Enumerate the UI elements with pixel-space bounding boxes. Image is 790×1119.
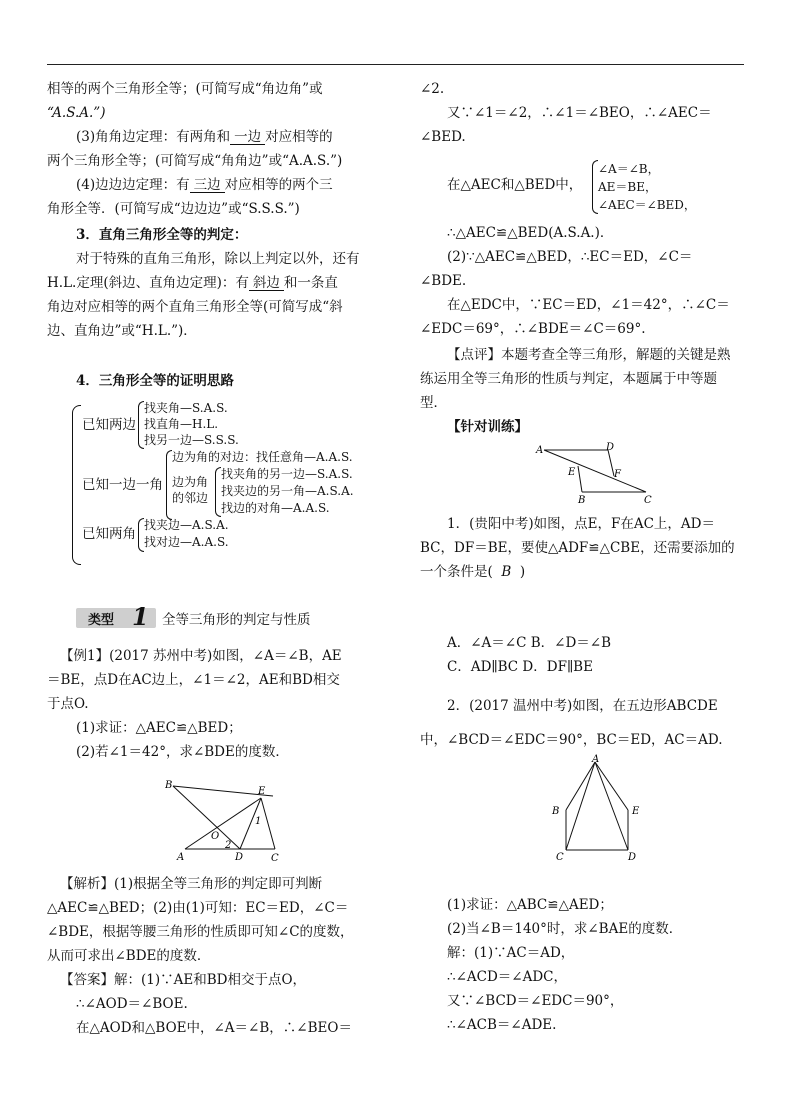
header-rule [47, 64, 744, 65]
solution-line: ∴∠ACD＝∠ADC， [447, 969, 568, 985]
fill-blank: 一边 [230, 130, 265, 145]
tree-leaf: 找另一边—S.S.S. [144, 433, 239, 447]
angle-label: 1 [255, 816, 262, 827]
text-line: 【例1】(2017 苏州中考)如图，∠A＝∠B，AE [60, 648, 342, 664]
figure-pentagon-abcde [548, 754, 648, 862]
problem-line: 一个条件是( B ) [420, 564, 526, 580]
tree-leaf: 边为角的对边：找任意角—A.A.S. [172, 450, 353, 464]
section-heading: 4．三角形全等的证明思路 [76, 373, 234, 389]
answer-line: ∴∠AOD＝∠BOE. [76, 996, 188, 1012]
question: (1)求证：△AEC≌△BED； [76, 720, 242, 736]
text-line: ∠BED. [420, 129, 466, 145]
text-line: “A.S.A.”) [47, 105, 106, 121]
tree-leaf: 找夹边的另一角—A.S.A. [221, 484, 354, 498]
text-line: ∠BDE. [420, 273, 467, 289]
vertex-label: O [211, 831, 220, 842]
answer-line: 【答案】解：(1)∵AE和BD相交于点O， [60, 972, 307, 988]
text-line: 在△AEC和△BED中， [447, 177, 583, 193]
vertex-label: E [632, 806, 640, 817]
figure-adf-cbe [534, 440, 659, 506]
analysis-line: ∠BDE，根据等腰三角形的性质即可知∠C的度数， [47, 924, 354, 940]
text-line: 角边对应相等的两个直角三角形全等(可简写成“斜 [47, 299, 343, 315]
vertex-label: A [536, 445, 544, 456]
tree-node: 边为角 [172, 475, 209, 489]
vertex-label: C [271, 853, 279, 864]
text-line: 角形全等．(可简写成“边边边”或“S.S.S.”) [47, 201, 300, 217]
text-line: 于点O. [47, 696, 89, 712]
question: (2)若∠1＝42°，求∠BDE的度数． [76, 744, 289, 760]
vertex-label: A [592, 754, 600, 765]
vertex-label: E [568, 467, 576, 478]
vertex-label: D [606, 442, 615, 453]
text-line: (3)角角边定理：有两角和 一边 对应相等的 [76, 129, 333, 145]
problem-line: 1．(贵阳中考)如图，点E，F在AC上，AD＝ [447, 516, 715, 532]
tree-leaf: 找夹边—A.S.A. [144, 518, 229, 532]
text-line: 在△EDC中，∵EC＝ED，∠1＝42°，∴∠C＝ [447, 297, 730, 313]
text-line: ∴△AEC≌△BED(A.S.A.)． [447, 225, 614, 241]
option-line: C．AD∥BC D．DF∥BE [447, 659, 593, 675]
review-line: 练运用全等三角形的性质与判定，本题属于中等题 [420, 371, 717, 387]
text-line: ∠EDC＝69°，∴∠BDE＝∠C＝69°. [420, 321, 646, 337]
analysis-line: 从而可求出∠BDE的度数． [47, 948, 211, 964]
problem-line: 中，∠BCD＝∠EDC＝90°，BC＝ED，AC＝AD. [420, 732, 723, 748]
brace [72, 405, 81, 565]
tree-node: 已知一边一角 [82, 477, 163, 493]
type-badge [76, 602, 156, 631]
text-line: 对于特殊的直角三角形，除以上判定以外，还有 [76, 251, 360, 267]
section-heading: 3．直角三角形全等的判定： [76, 227, 248, 243]
problem-line: 2．(2017 温州中考)如图，在五边形ABCDE [447, 698, 718, 714]
fill-blank: 斜边 [249, 276, 284, 291]
condition: AE＝BE， [598, 180, 658, 194]
vertex-label: D [235, 852, 244, 863]
tree-leaf: 找夹角—S.A.S. [144, 401, 228, 415]
text-line: (2)∵△AEC≌△BED，∴EC＝ED，∠C＝ [447, 249, 693, 265]
tree-leaf: 找夹角的另一边—S.A.S. [221, 467, 353, 481]
section-heading: 【针对训练】 [447, 419, 528, 435]
analysis-line: 【解析】(1)根据全等三角形的判定即可判断 [60, 876, 323, 892]
vertex-label: E [258, 786, 266, 797]
text-line: 相等的两个三角形全等；(可简写成“角边角”或 [47, 81, 323, 97]
answer-line: 在△AOD和△BOE中，∠A＝∠B，∴∠BEO＝ [76, 1020, 352, 1036]
text-line: (4)边边边定理：有 三边 对应相等的两个三 [76, 177, 333, 193]
fill-blank: 三边 [190, 178, 225, 193]
figure-triangles-aec-bed [165, 778, 290, 864]
text-line: 两个三角形全等；(可简写成“角角边”或“A.A.S.”) [47, 153, 343, 169]
text-line: 边、直角边”或“H.L.”)． [47, 323, 197, 339]
analysis-line: △AEC≌△BED；(2)由(1)可知：EC＝ED，∠C＝ [47, 900, 349, 916]
text-line: ∠2. [420, 81, 445, 97]
condition: ∠A＝∠B， [598, 162, 660, 176]
angle-label: 2 [225, 840, 232, 851]
solution-line: 又∵∠BCD＝∠EDC＝90°， [447, 993, 624, 1009]
tree-leaf: 找边的对角—A.A.S. [221, 501, 330, 515]
tree-leaf: 找对边—A.A.S. [144, 535, 229, 549]
condition: ∠AEC＝∠BED， [598, 198, 696, 212]
text-line: H.L.定理(斜边、直角边定理)：有 斜边 和一条直 [47, 275, 338, 291]
tree-node: 已知两角 [82, 526, 136, 542]
question: (1)求证：△ABC≌△AED； [447, 897, 613, 913]
type-title: 全等三角形的判定与性质 [162, 612, 311, 628]
vertex-label: C [556, 852, 564, 862]
option-line: A．∠A＝∠C B．∠D＝∠B [447, 635, 612, 651]
vertex-label: B [165, 780, 173, 791]
type-number: 1 [132, 602, 149, 631]
tree-leaf: 找直角—H.L. [144, 417, 219, 431]
type-label: 类型 [88, 613, 115, 628]
solution-line: 解：(1)∵AC＝AD， [447, 945, 575, 961]
question: (2)当∠B＝140°时，求∠BAE的度数． [447, 921, 683, 937]
vertex-label: B [578, 495, 586, 506]
vertex-label: F [614, 469, 621, 480]
text-line: 又∵∠1＝∠2，∴∠1＝∠BEO，∴∠AEC＝ [447, 105, 712, 121]
vertex-label: A [177, 852, 185, 863]
vertex-label: C [644, 495, 652, 506]
review-line: 【点评】本题考查全等三角形，解题的关键是熟 [447, 347, 731, 363]
tree-node: 的邻边 [172, 491, 209, 505]
answer-choice: B [501, 564, 512, 580]
problem-line: BC，DF＝BE，要使△ADF≌△CBE，还需要添加的 [420, 540, 735, 556]
tree-node: 已知两边 [82, 417, 136, 433]
review-line: 型． [420, 395, 447, 411]
vertex-label: B [552, 806, 560, 817]
text-line: ＝BE，点D在AC边上，∠1＝∠2，AE和BD相交 [47, 672, 340, 688]
solution-line: ∴∠ACB＝∠ADE. [447, 1017, 557, 1033]
vertex-label: D [628, 852, 637, 862]
